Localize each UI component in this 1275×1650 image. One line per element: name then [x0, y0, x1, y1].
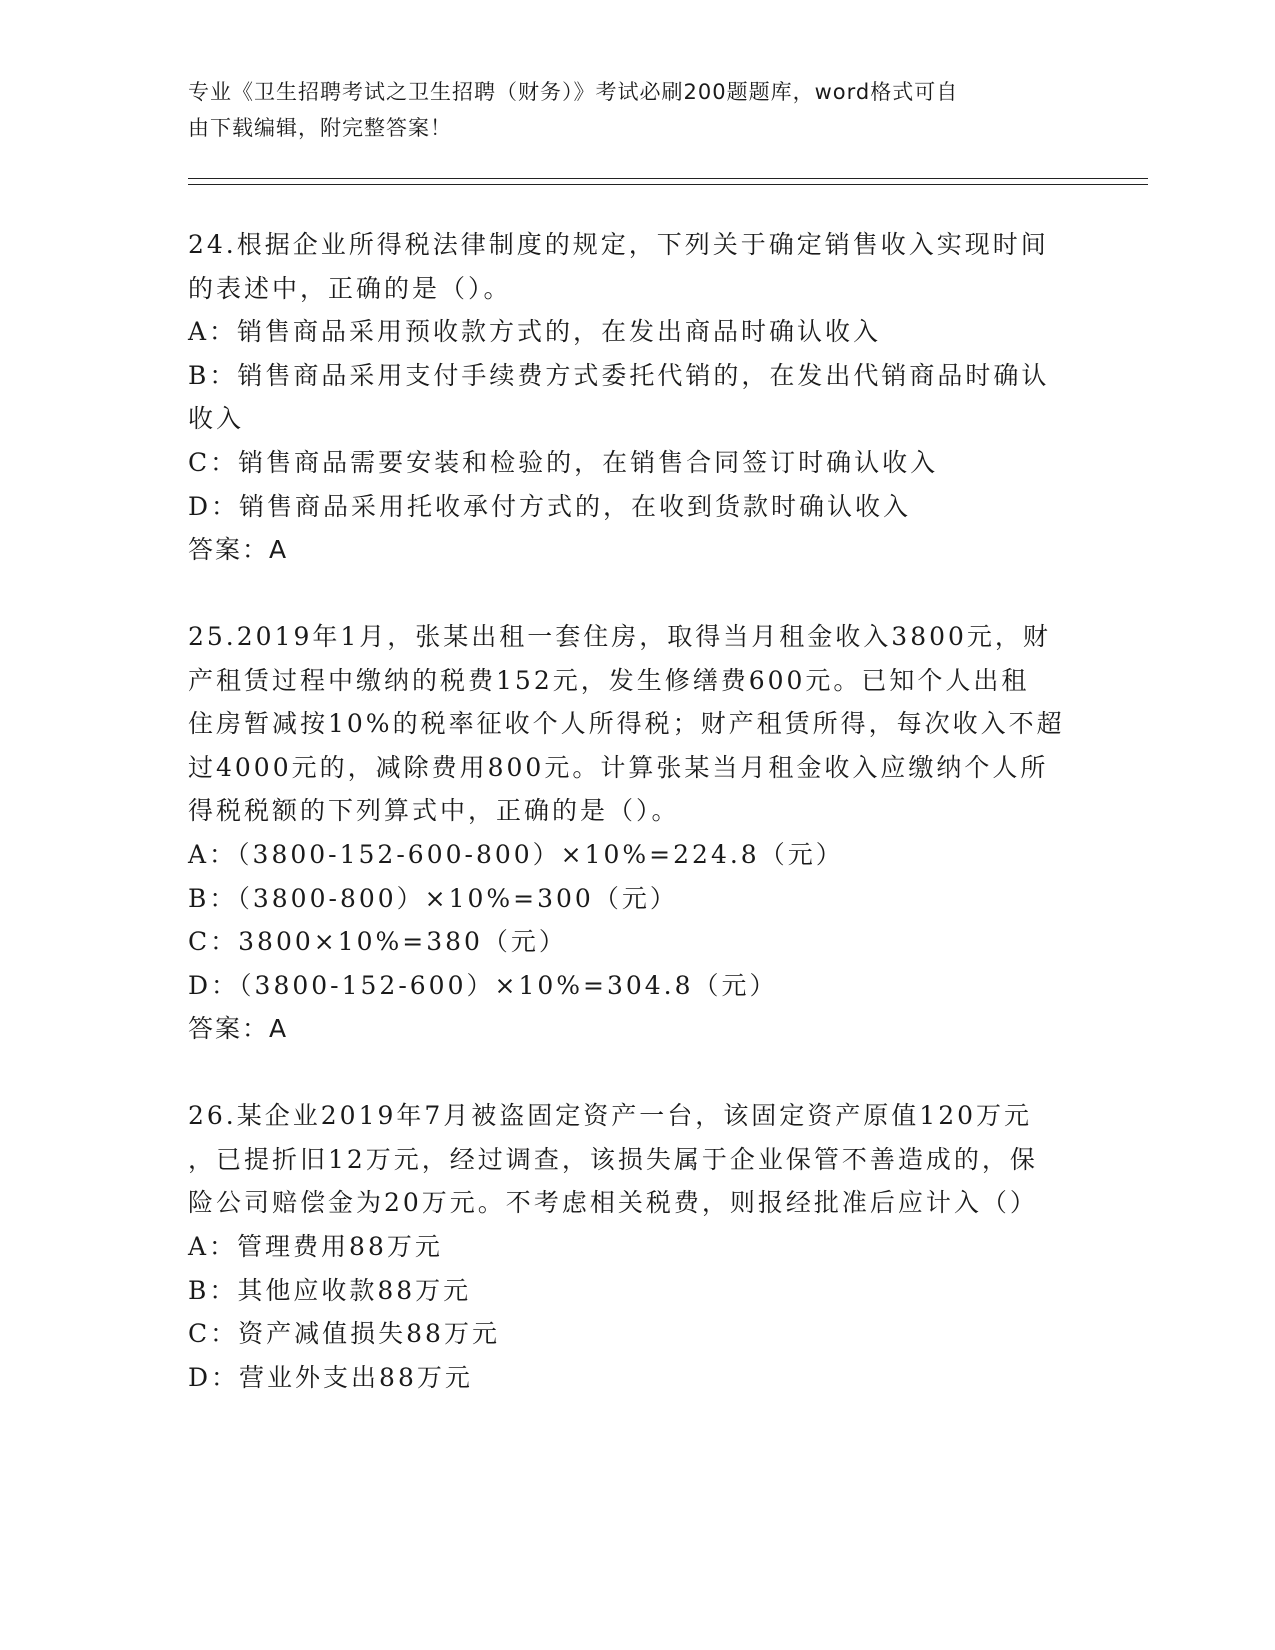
q26-stem-line-1: 26.某企业2019年7月被盗固定资产一台，该固定资产原值120万元 — [188, 1101, 1033, 1130]
q25-option-a: A：（3800-152-600-800）×10%=224.8（元） — [188, 840, 844, 869]
q26-option-d: D：营业外支出88万元 — [188, 1363, 473, 1392]
q24-answer: 答案：A — [188, 535, 289, 564]
q26-stem-line-2: ，已提折旧12万元，经过调查，该损失属于企业保管不善造成的，保 — [188, 1145, 1038, 1174]
q24-option-b: B：销售商品采用支付手续费方式委托代销的，在发出代销商品时确认 — [188, 361, 1050, 390]
header-divider-bottom — [188, 184, 1148, 185]
q26-option-a: A：管理费用88万元 — [188, 1232, 443, 1261]
q25-stem-line-4: 过4000元的，减除费用800元。计算张某当月租金收入应缴纳个人所 — [188, 753, 1049, 782]
q25-stem-line-1: 25.2019年1月，张某出租一套住房，取得当月租金收入3800元，财 — [188, 622, 1051, 651]
q24-stem-line-1: 24.根据企业所得税法律制度的规定，下列关于确定销售收入实现时间 — [188, 230, 1049, 259]
header-divider-top — [188, 178, 1148, 179]
q24-option-c: C：销售商品需要安装和检验的，在销售合同签订时确认收入 — [188, 448, 939, 477]
q25-stem-line-3: 住房暂减按10%的税率征收个人所得税；财产租赁所得，每次收入不超 — [188, 709, 1065, 738]
q26-stem-line-3: 险公司赔偿金为20万元。不考虑相关税费，则报经批准后应计入（） — [188, 1188, 1038, 1217]
q24-option-b-cont: 收入 — [188, 404, 245, 433]
q26-option-c: C：资产减值损失88万元 — [188, 1319, 500, 1348]
q25-option-d: D：（3800-152-600）×10%=304.8（元） — [188, 971, 778, 1000]
document-header: 专业《卫生招聘考试之卫生招聘（财务）》考试必刷200题题库，word格式可自 由下载编辑，附完整答案！ — [188, 80, 959, 140]
q24-stem-line-2: 的表述中，正确的是（）。 — [188, 274, 512, 303]
q24-option-a: A：销售商品采用预收款方式的，在发出商品时确认收入 — [188, 317, 882, 346]
q26-option-b: B：其他应收款88万元 — [188, 1276, 472, 1305]
q25-stem-line-2: 产租赁过程中缴纳的税费152元，发生修缮费600元。已知个人出租 — [188, 666, 1030, 695]
q25-option-c: C：3800×10%=380（元） — [188, 927, 567, 956]
q24-option-d: D：销售商品采用托收承付方式的，在收到货款时确认收入 — [188, 492, 912, 521]
q25-answer: 答案：A — [188, 1014, 289, 1043]
q25-stem-line-5: 得税税额的下列算式中，正确的是（）。 — [188, 796, 680, 825]
q25-option-b: B：（3800-800）×10%=300（元） — [188, 884, 678, 913]
